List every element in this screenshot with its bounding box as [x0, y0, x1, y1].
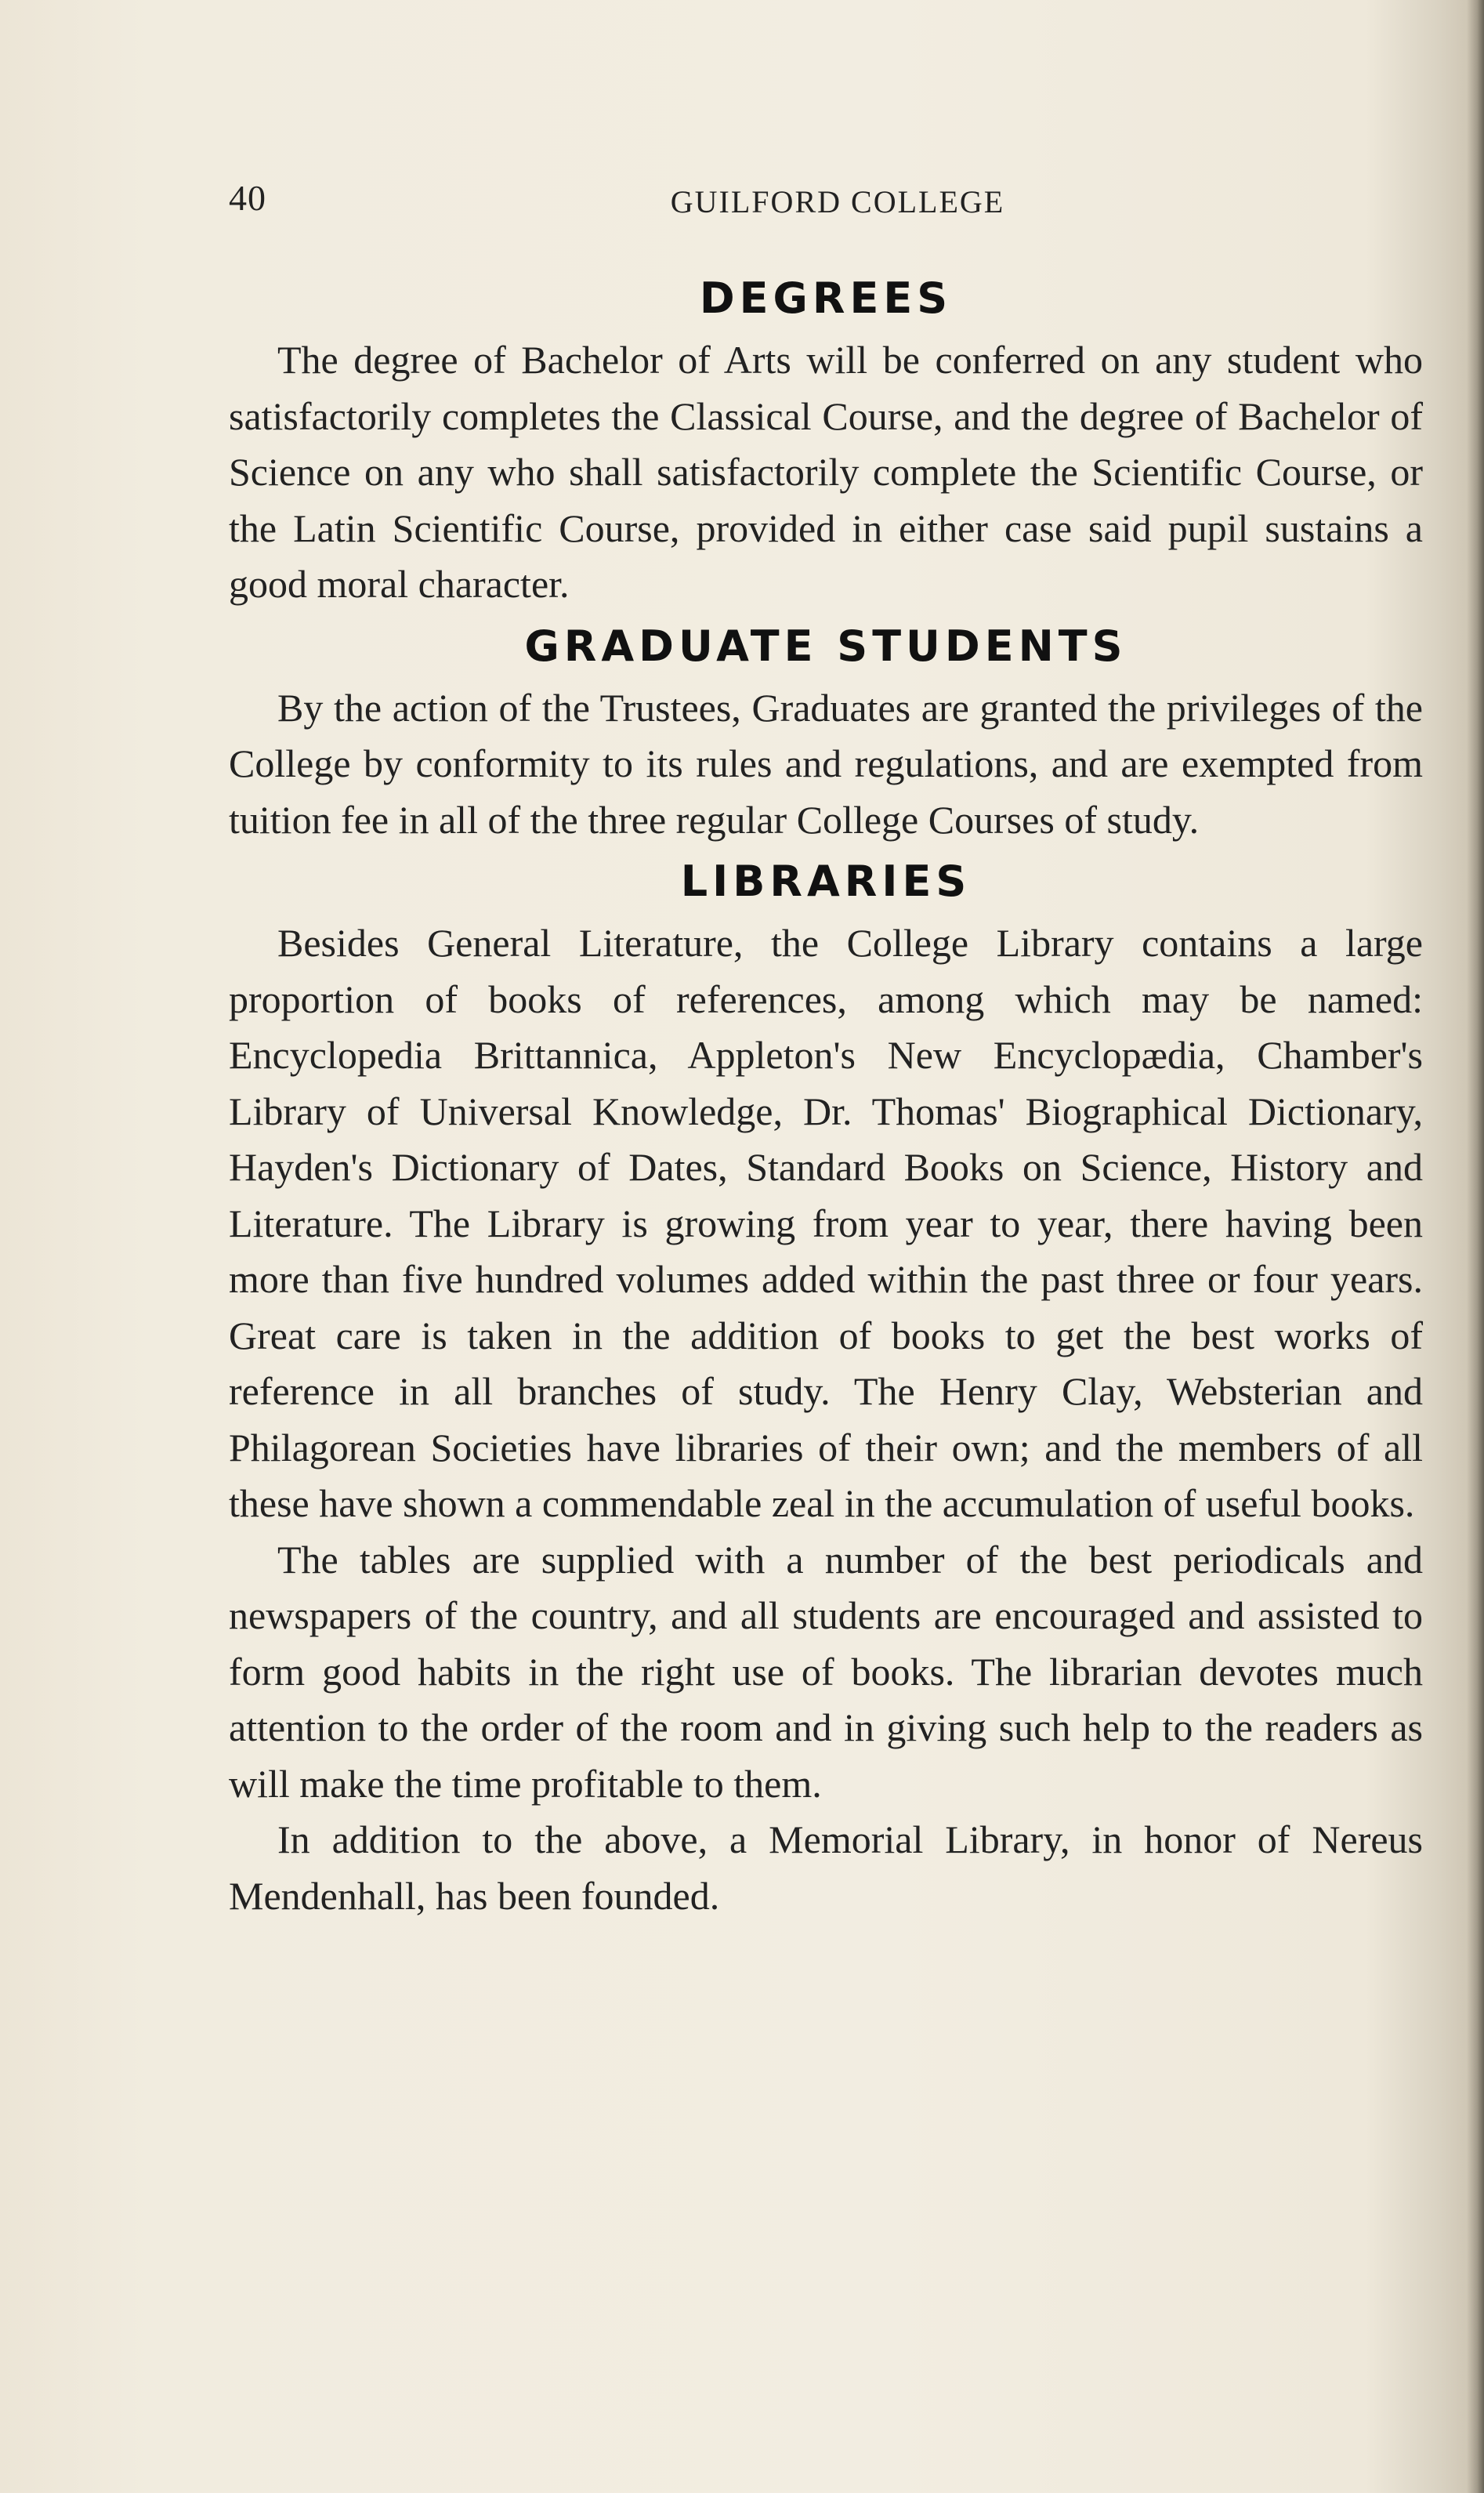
page-body — [229, 265, 1423, 1924]
page-edge-shadow — [1467, 0, 1484, 2493]
section-graduate-students — [229, 613, 1423, 849]
paragraph: The tables are supplied with a number of the best periodicals and newspapers of the country, and all students are encouraged and assisted to form good habits in the right use of books. The librarian devotes much attention to the order of the room and in giving such help to the readers as will make the time profitable to them. — [229, 1537, 1423, 1806]
section-degrees — [229, 265, 1423, 613]
paragraph: Besides General Literature, the College Library contains a large proportion of books of references, among which may be named: Encyclopedia Brittannica, Appleton's New Encyclopædia, Chamber's Library of Universal Knowledge, Dr. Thomas' Biographical Dictionary, Hayden's Dictionary of Dates, Standard Books on Science, History and Literature. The Library is growing from year to year, there having been more than five hundred volumes added within the past three or four years. Great care is taken in the addition of books to get the best works of reference in all branches of study. The Henry Clay, Websterian and Philagorean Societies have libraries of their own; and the members of all these have shown a commendable zeal in the accumulation of useful books. — [229, 921, 1423, 1525]
page-number: 40 — [229, 178, 266, 218]
section-heading-degrees: DEGREES — [699, 274, 953, 323]
running-title: GUILFORD COLLEGE — [670, 184, 1005, 219]
running-head — [229, 177, 1423, 221]
paragraph: By the action of the Trustees, Graduates are granted the privileges of the College by conformity to its rules and regulations, and are exempted from tuition fee in all of the three regular College Courses of study. — [229, 685, 1423, 842]
section-libraries — [229, 848, 1423, 1924]
paragraph: The degree of Bachelor of Arts will be conferred on any student who satisfactorily completes the Classical Course, and the degree of Bachelor of Science on any who shall satisfactorily complete the Scientific Course, or the Latin Scientific Course, provided in either case said pupil sustains a good moral character. — [229, 338, 1423, 606]
paragraph: In addition to the above, a Memorial Library, in honor of Nereus Mendenhall, has been founded. — [229, 1817, 1423, 1918]
section-heading-graduate-students: GRADUATE STUDENTS — [524, 621, 1127, 671]
section-heading-libraries: LIBRARIES — [680, 857, 972, 906]
